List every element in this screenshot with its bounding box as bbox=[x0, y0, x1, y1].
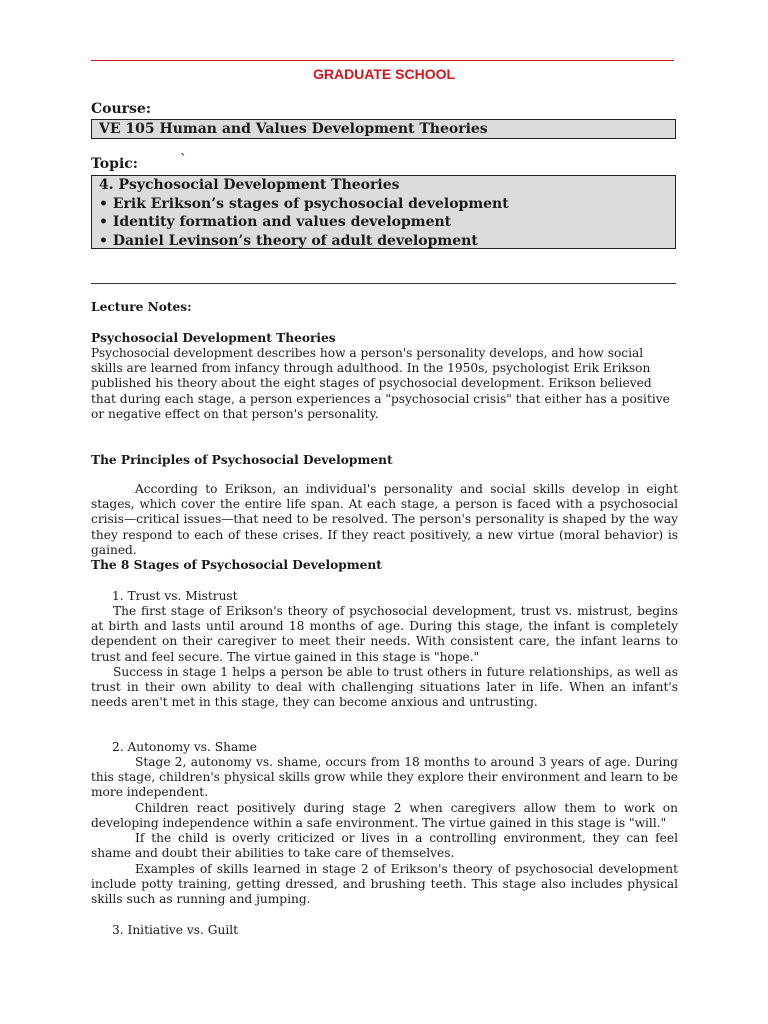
section-divider bbox=[91, 283, 676, 284]
topic-line-1: 4. Psychosocial Development Theories bbox=[99, 177, 400, 193]
stage-2-paragraph-4: Examples of skills learned in stage 2 of Erikson's theory of psychosocial development include potty training, getting dressed, and brushing teeth. This stage also includes physical skills such as running and jumping. bbox=[91, 862, 678, 907]
topic-box bbox=[91, 175, 676, 249]
stage-2-paragraph-1: Stage 2, autonomy vs. shame, occurs from 18 months to around 3 years of age. During this stage, children's physical skills grow while they explore their environment and learn to be more independent. bbox=[91, 755, 678, 800]
stage-1-paragraph-2: Success in stage 1 helps a person be able to trust others in future relationships, as well as trust in their own ability to deal with challenging situations later in life. When an infant's needs aren't met in this stage, they can become anxious and untrusting. bbox=[91, 665, 678, 710]
section-1-body: Psychosocial development describes how a person's personality develops, and how social skills are learned from infancy through adulthood. In the 1950s, psychologist Erik Erikson published his theory about the eight stages of psychosocial development. Erikson believed that during each stage, a person experiences a "psychosocial crisis" that either has a positive or negative effect on that person's personality. bbox=[91, 346, 670, 421]
topic-line-3: • Identity formation and values development bbox=[99, 214, 452, 230]
section-2-title: The Principles of Psychosocial Development bbox=[91, 453, 393, 467]
stage-2-paragraph-3: If the child is overly criticized or lives in a controlling environment, they can feel shame and doubt their abilities to take care of themselves. bbox=[91, 831, 678, 861]
course-box bbox=[91, 119, 676, 139]
topic-label: Topic: bbox=[91, 156, 138, 172]
school-title: GRADUATE SCHOOL bbox=[312, 66, 456, 82]
lecture-notes-label: Lecture Notes: bbox=[91, 300, 192, 314]
stage-1-title: 1. Trust vs. Mistrust bbox=[112, 589, 238, 603]
topic-line-2: • Erik Erikson’s stages of psychosocial development bbox=[99, 195, 509, 212]
course-value: VE 105 Human and Values Development Theories bbox=[99, 121, 488, 137]
stage-3-title: 3. Initiative vs. Guilt bbox=[112, 923, 239, 937]
section-1-title: Psychosocial Development Theories bbox=[91, 331, 336, 345]
stage-2-title: 2. Autonomy vs. Shame bbox=[112, 740, 258, 754]
course-label: Course: bbox=[91, 101, 151, 117]
section-3-title: The 8 Stages of Psychosocial Development bbox=[91, 558, 382, 572]
section-2-body: According to Erikson, an individual's personality and social skills develop in eight stages, which cover the entire life span. At each stage, a person is faced with a psychosocial crisis—critical issues—that need to be resolved. The person's personality is shaped by the way they respond to each of these crises. If they react positively, a new virtue (moral behavior) is gained. bbox=[91, 482, 678, 557]
stage-1-paragraph-1: The first stage of Erikson's theory of psychosocial development, trust vs. mistrust, begins at birth and lasts until around 18 months of age. During this stage, the infant is completely dependent on their caregiver to meet their needs. With consistent care, the infant learns to trust and feel secure. The virtue gained in this stage is "hope." bbox=[91, 604, 678, 664]
topic-line-4: • Daniel Levinson’s theory of adult development bbox=[99, 232, 478, 249]
header-red-rule bbox=[91, 60, 674, 61]
topic-backtick: ` bbox=[180, 152, 187, 168]
stage-2-paragraph-2: Children react positively during stage 2 when caregivers allow them to work on developing independence within a safe environment. The virtue gained in this stage is "will." bbox=[91, 801, 678, 831]
